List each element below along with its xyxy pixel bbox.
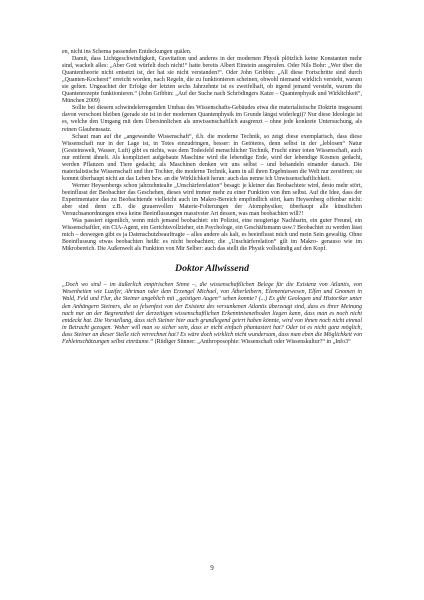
section-heading: Doktor Allwissend xyxy=(175,263,249,275)
quote-source: (Rüdiger Sünner: „Anthroposophie: Wissenschaft oder Wissenskultur?“ in „Info3“ xyxy=(153,338,351,345)
paragraph: Was passiert eigentlich, wenn mich jemand beobachtet: ein Polizist, eine neugierige Nachbarin, ein guter Freund, ein Wissenschaftler, ein CIA-Agent, ein Gerichtsvollzieher, ein Psychologe, ein Geschäftsmann usw.? Beobachtet zu werden lässt mich – deswegen gibt es ja Datenschutzbeauftragte – alles andere als kalt, es beeinflusst mich und mein Sein gewaltig. Ohne Beeinflussung etwas beobachten heißt: es nicht beobachten; die „Unschärferelation“ gilt im Makro- genauso wie im Mikrobereich. Die Außenwelt als Funktion von Mir Selber: auch das stellt die Physik vollständig auf den Kopf. xyxy=(62,218,362,253)
paragraph: Schaut man auf die „angewandte Wissenschaft“, d.h. die moderne Technik, so zeigt diese exemplarisch, dass diese Wissenschaft nur in der Lage ist, in Totes einzudringen, besser: in Getötetes, denn selbst in der „leblosen“ Natur (Gesteinswelt, Wasser, Luft) gibt es nichts, was dem Todesfeld menschlicher Technik, Frucht einer toten Wissenschaft, auch nur entfernt ähnelt. Als kompliziert aufgebaute Maschine wird die lebendige Erde, wird der lebendige Kosmos gedacht, werden Pflanzen und Tiere gedacht; als Maschinen denken wir uns selbst – und behandeln einander danach. Die materialistische Wissenschaft und ihre Tochter, die moderne Technik, kann in all ihren Ergebnissen die Welt nur zerstören; sie kommt überhaupt nicht an das Leben bzw. an die Wirklichkeit heran: auch das nenne ich Unwissenschaftlichkeit. xyxy=(62,133,362,182)
paragraph: Werner Heysenbergs schon jahrzehntealte „Unschärferelation“ besagt: je kleiner das Beobachtete wird, desto mehr stört, beeinflusst der Beobachter das Geschehen, dieses wird immer mehr zu einer Funktion von ihm selbst. Auf die Idee, dass der Experimentator das zu Beobachtende vielleicht auch im Makro-Bereich empfindlich stört, kam Heysenberg offenbar nicht: aber sind denn z.B. die grauenvollen Materie-Folterungen der Atomphysiker, überhaupt alle künstlichen Versuchsanordnungen etwa keine Beeinflussungen massivster Art dessen, was man beobachten will?! xyxy=(62,182,362,218)
body-text xyxy=(62,49,362,253)
paragraph: Sollte bei diesem schwindelerregenden Umbau des Wissenschafts-Gebäudes etwa die materialistische Doktrin insgesamt davon verschont bleiben (gerade sie ist in der modernen Quantenphysik im Grunde längst widerlegt)? Nur diese Ideologie ist es, welche den Umgang mit dem Übersinnlichen als unwissenschaftlich ausgrenzt – ohne jede konkrete Untersuchung, als reinen Glaubenssatz. xyxy=(62,105,362,133)
quote-text: „Doch wo sind – im äußerlich empirischen Sinne –, die wissenschaftlichen Belege für die Existenz von Atlantis, von Wesenheiten wie Luzifer, Ahriman oder dem Erzengel Michael, von Ätherleibern, Elementarwesen, Elfen und Gnomen in Wald, Feld und Flur, die Steiner angeblich mit „geistigen Augen“ sehen konnte? (...) Es gibt Geologen und Historiker unter den Anhängern Steiners, die so felsenfest von der Existenz des versunkenen Atlantis überzeugt sind, dass es ihrer Meinung nach nur an der Begrenztheit der derzeitigen wissenschaftlichen Erkenntnismethoden liegen kann, dass man es noch nicht entdeckt hat. Die Vorstellung, dass sich Steiner hier auch grundlegend geirrt haben könnte, wird von ihnen noch nicht einmal in Betracht gezogen. Woher will man so sicher sein, dass er nicht einfach phantasiert hat? Oder ist es nicht ganz möglich, dass Steiner an dieser Stelle sich verrechnet hat? Es wäre doch wirklich nicht wundersam, dass man eben die Möglichkeit von Fehleinschätzungen selbst einräume.“ xyxy=(62,282,363,345)
paragraph: Damit, dass Lichtgeschwindigkeit, Gravitation und anderes in der modernen Physik plötzlich keine Konstanten mehr sind, wackelt alles: „Aber Gott würfelt doch nicht!“ hatte bereits Albert Einstein ausgerufen. Oder Nils Bohr: „Wer über die Quantentheorie nicht entsetzt ist, der hat sie nicht verstanden!“. Oder John Gribbin: „All diese Fortschritte sind durch „Quanten-Kocherei“ erreicht worden, nach Regeln, die zu funktionieren scheinen, obwohl niemand wirklich versteht, warum sie gelten. Ungeachtet der Erfolge der letzten sechs Jahrzehnte ist es zweifelhaft, ob irgend jemand versteht, warum die Quantenrezepte funktionieren.“ (John Gribbin: „Auf der Suche nach Schrödingers Katze – Quantenphysik und Wirklichkeit“, München 2009) xyxy=(62,56,362,105)
page-number: 9 xyxy=(210,564,214,572)
paragraph: en, nicht ins Schema passenden Entdeckungen quälen. xyxy=(62,49,192,55)
quote-block xyxy=(62,282,362,345)
